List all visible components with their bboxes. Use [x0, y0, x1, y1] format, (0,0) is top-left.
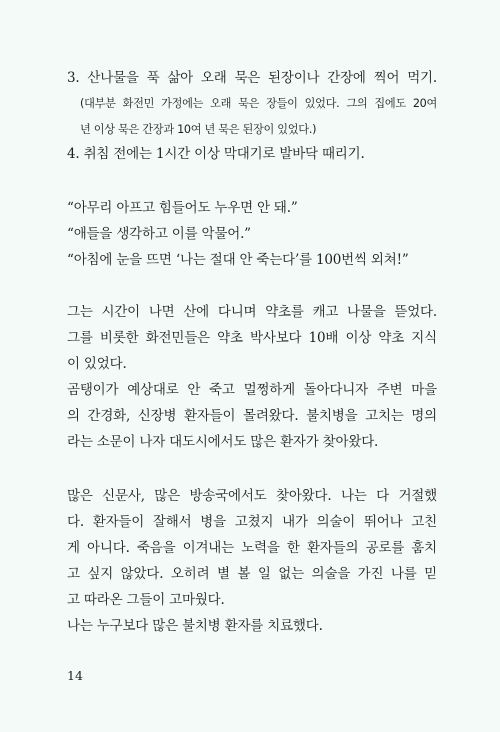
page-number: 14: [67, 668, 83, 683]
quote-1: “아무리 아프고 힘들어도 누우면 안 돼.”: [67, 200, 298, 216]
list-item-3-note-line-2: 년 이상 묵은 간장과 10여 년 묵은 된장이 있었다.): [80, 123, 317, 136]
paragraph-3-line-2: 다. 환자들이 잘해서 병을 고쳤지 내가 의술이 뛰어나 고친: [67, 514, 437, 530]
paragraph-2-line-3: 라는 소문이 나자 대도시에서도 많은 환자가 찾아왔다.: [67, 434, 379, 450]
paragraph-2-line-2: 의 간경화, 신장병 환자들이 몰려왔다. 불치병을 고치는 명의: [67, 408, 437, 424]
paragraph-3-line-3: 게 아니다. 죽음을 이겨내는 노력을 한 환자들의 공로를 훔치: [67, 540, 437, 556]
paragraph-2-line-1: 곰탱이가 예상대로 안 죽고 멀쩡하게 돌아다니자 주변 마을: [67, 382, 437, 398]
paragraph-1-line-1: 그는 시간이 나면 산에 다니며 약초를 캐고 나물을 뜯었다.: [67, 304, 437, 320]
paragraph-3-line-1: 많은 신문사, 많은 방송국에서도 찾아왔다. 나는 다 거절했: [67, 488, 437, 504]
paragraph-3-line-4: 고 싶지 않았다. 오히려 별 볼 일 없는 의술을 가진 나를 믿: [67, 566, 437, 582]
quote-3: “아침에 눈을 뜨면 ‘나는 절대 안 죽는다’를 100번씩 외쳐!”: [67, 252, 409, 268]
paragraph-1-line-2: 그를 비롯한 화전민들은 약초 박사보다 10배 이상 약초 지식: [67, 330, 437, 346]
paragraph-4-line-1: 나는 누구보다 많은 불치병 환자를 치료했다.: [67, 618, 323, 634]
paragraph-3-line-5: 고 따라온 그들이 고마웠다.: [67, 592, 225, 608]
paragraph-1-line-3: 이 있었다.: [67, 356, 127, 372]
list-item-4: 4. 취침 전에는 1시간 이상 막대기로 발바닥 때리기.: [67, 146, 365, 162]
list-item-3: 3. 산나물을 푹 삶아 오래 묵은 된장이나 간장에 찍어 먹기.: [67, 70, 437, 86]
quote-2: “애들을 생각하고 이를 악물어.”: [67, 226, 251, 242]
list-item-3-note-line-1: (대부분 화전민 가정에는 오래 묵은 장들이 있었다. 그의 집에도 20여: [80, 97, 437, 110]
